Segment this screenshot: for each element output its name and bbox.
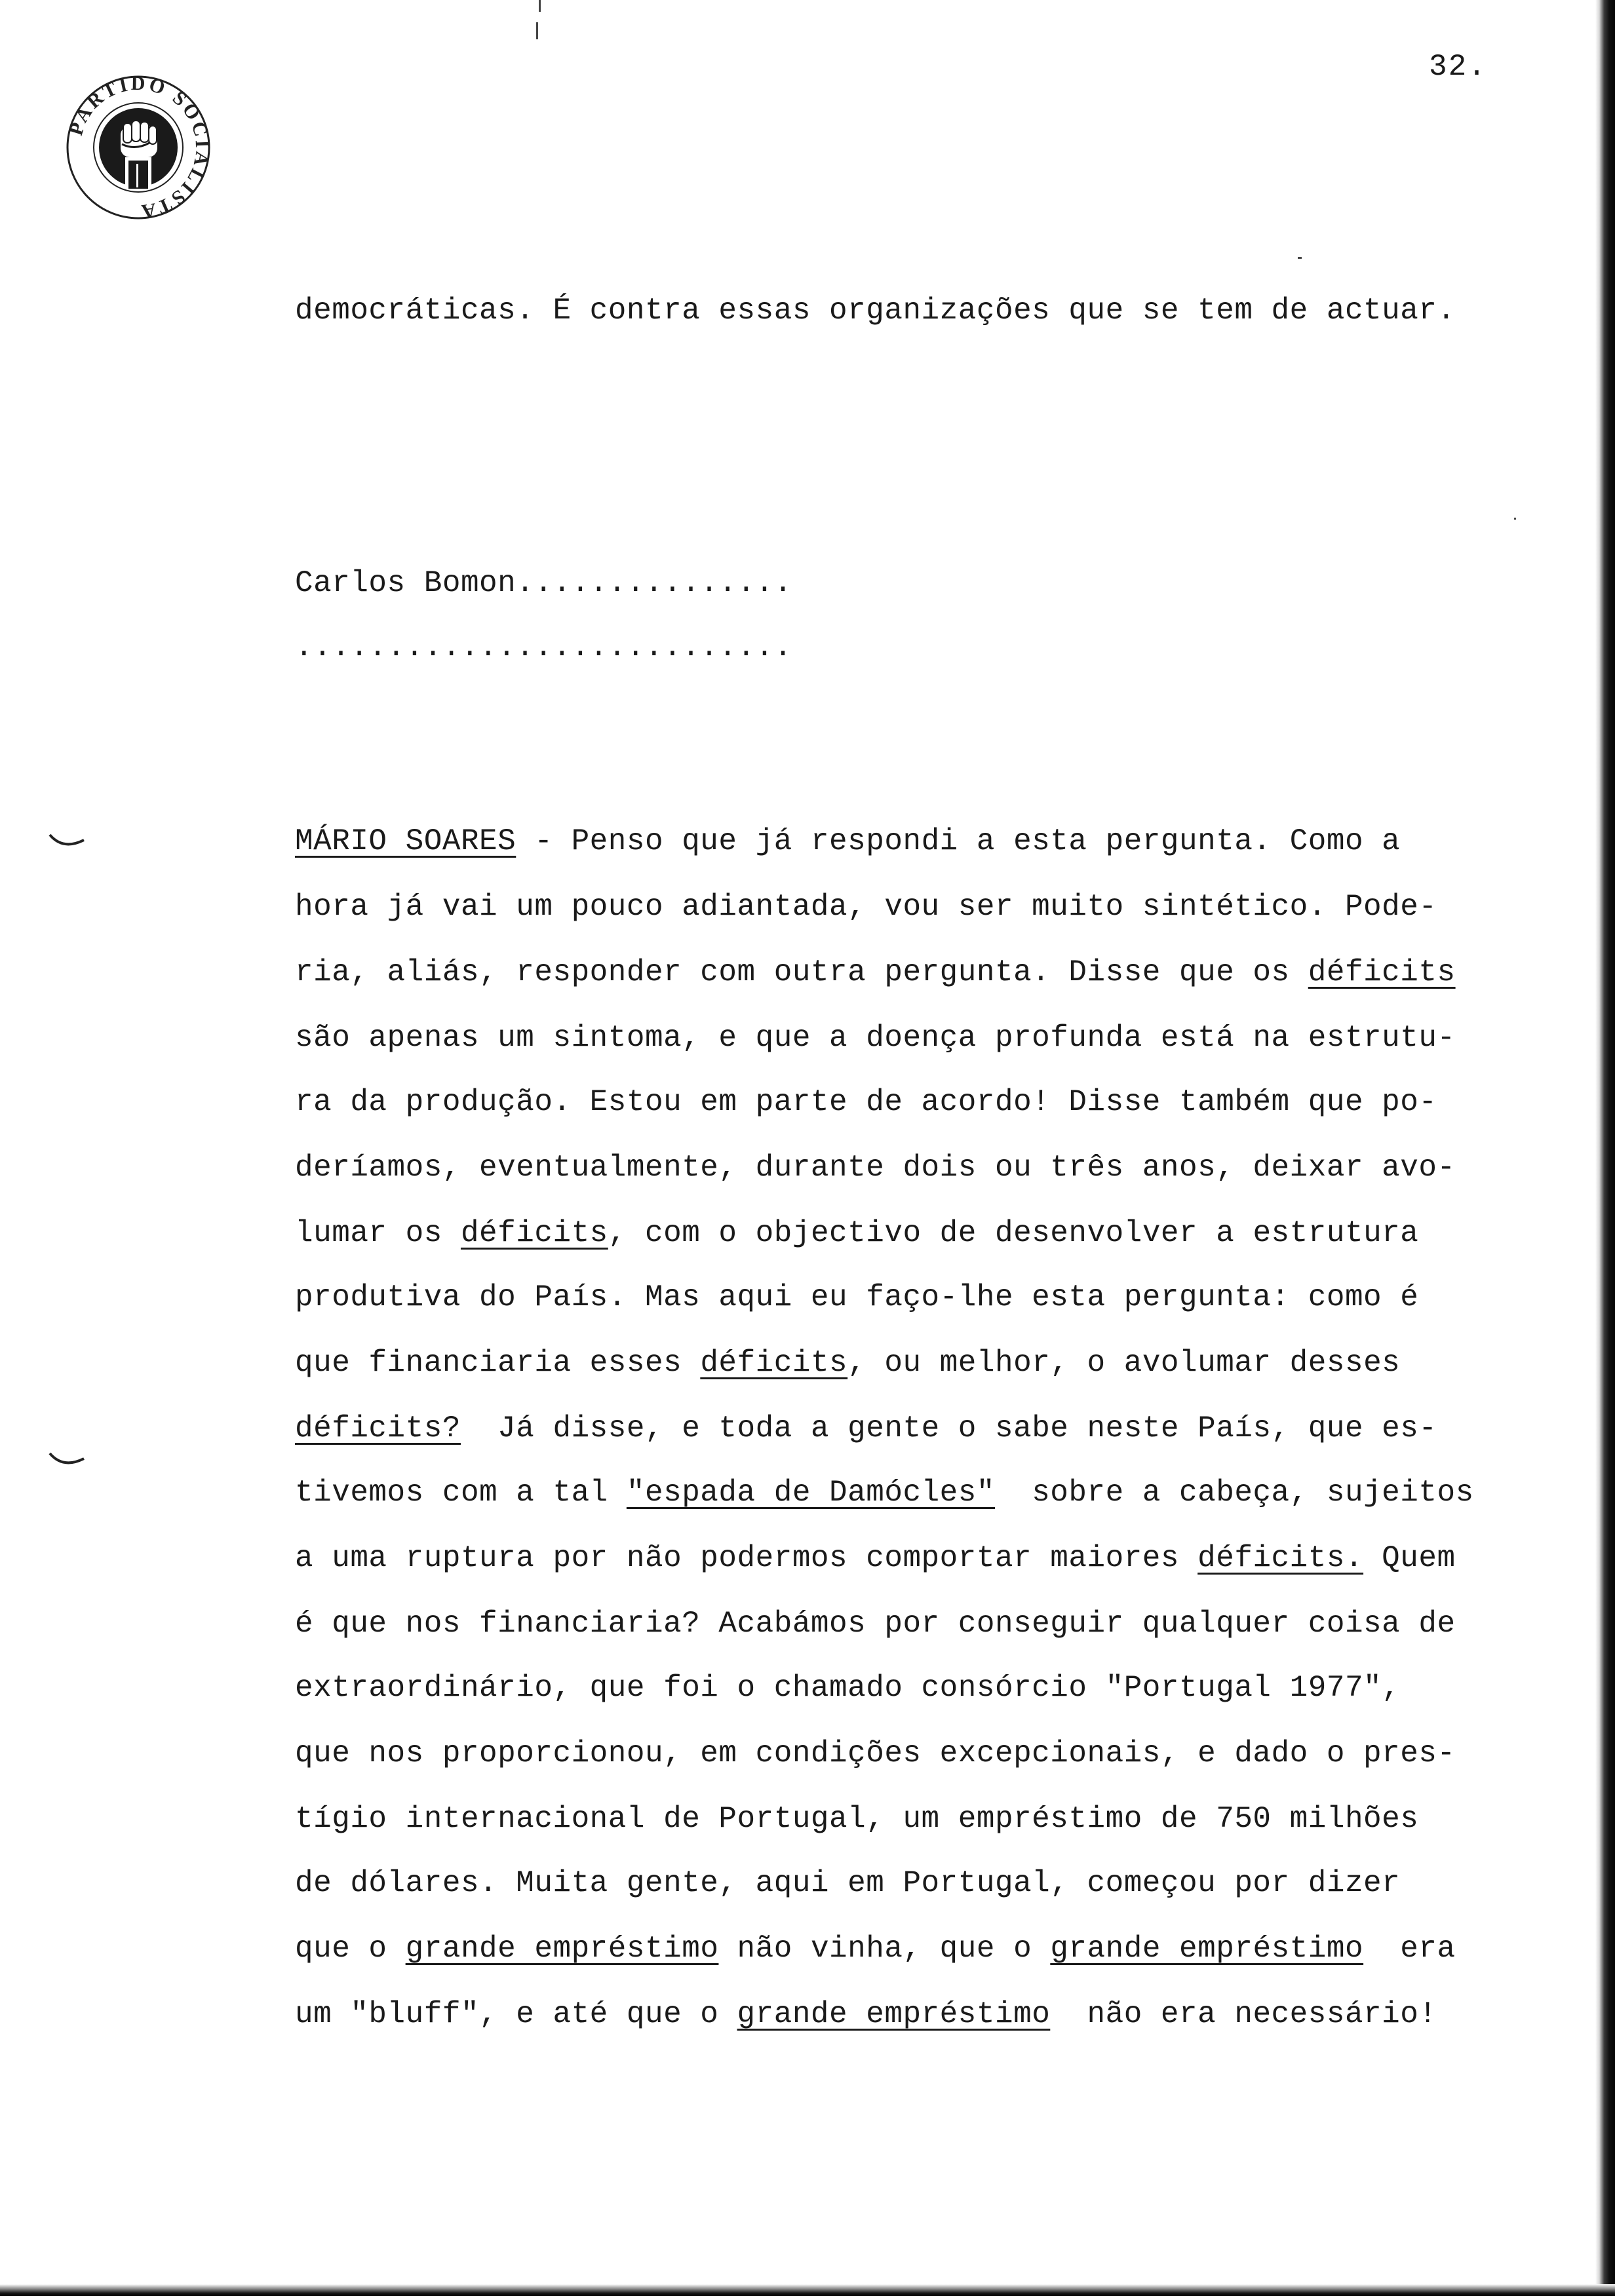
text-line — [295, 1930, 1456, 1967]
scan-speck — [536, 22, 538, 39]
text-line — [295, 823, 1400, 860]
underlined-text: "espada de Damócles" — [626, 1476, 995, 1510]
text-segment: tivemos com a tal — [295, 1476, 627, 1510]
party-logo — [63, 72, 214, 223]
underlined-text: déficits. — [1197, 1541, 1364, 1575]
text-segment: ........................... — [295, 630, 792, 664]
raised-fist-icon — [99, 108, 178, 189]
text-segment: Já disse, e toda a gente o sabe neste País, que es- — [460, 1411, 1437, 1445]
text-line — [295, 1279, 1418, 1316]
scan-speck — [539, 0, 541, 12]
scan-speck — [1298, 257, 1302, 259]
text-line — [295, 1474, 1474, 1511]
margin-curve-mark-1 — [47, 831, 87, 851]
text-segment: que financiaria esses — [295, 1346, 701, 1380]
text-segment: não vinha, que o — [718, 1932, 1051, 1966]
text-segment: que o — [295, 1932, 406, 1966]
page-number: 32. — [1429, 50, 1487, 84]
text-segment: , com o objectivo de desenvolver a estrutura — [608, 1216, 1419, 1250]
text-line — [295, 1410, 1437, 1447]
text-line — [295, 565, 792, 602]
text-segment: a uma ruptura por não podermos comportar maiores — [295, 1541, 1198, 1575]
text-segment: deríamos, eventualmente, durante dois ou três anos, deixar avo- — [295, 1151, 1456, 1185]
text-line — [295, 1605, 1456, 1642]
underlined-text: grande empréstimo — [737, 1997, 1051, 2031]
text-segment: era — [1363, 1932, 1456, 1966]
text-segment: de dólares. Muita gente, aqui em Portugal, começou por dizer — [295, 1866, 1401, 1900]
text-line — [295, 1865, 1400, 1902]
text-segment: produtiva do País. Mas aqui eu faço-lhe esta pergunta: como é — [295, 1280, 1419, 1314]
text-segment: não era necessário! — [1050, 1997, 1437, 2031]
text-segment: hora já vai um pouco adiantada, vou ser muito sintético. Pode- — [295, 890, 1437, 924]
logo-ring-textpath: PARTIDO SOCIALISTA — [65, 72, 214, 223]
text-line — [295, 1149, 1456, 1186]
text-line — [295, 1345, 1400, 1381]
text-line — [295, 889, 1437, 925]
text-line — [295, 1801, 1418, 1837]
text-line — [295, 1540, 1456, 1577]
text-segment: que nos proporcionou, em condições excepcionais, e dado o pres- — [295, 1736, 1456, 1770]
text-segment: ra da produção. Estou em parte de acordo! Disse também que po- — [295, 1085, 1437, 1119]
underlined-text: déficits — [700, 1346, 848, 1380]
text-line — [295, 1735, 1456, 1772]
text-segment: tígio internacional de Portugal, um empréstimo de 750 milhões — [295, 1802, 1419, 1836]
text-line — [295, 1670, 1400, 1706]
text-line — [295, 292, 1456, 329]
underlined-text: grande empréstimo — [405, 1932, 719, 1966]
text-segment: são apenas um sintoma, e que a doença profunda está na estrutu- — [295, 1021, 1456, 1055]
text-line — [295, 1020, 1456, 1056]
underlined-text: déficits — [1308, 955, 1456, 989]
underlined-text: déficits? — [295, 1411, 461, 1445]
text-segment: extraordinário, que foi o chamado consórcio "Portugal 1977", — [295, 1671, 1401, 1705]
text-line — [295, 1215, 1418, 1252]
scan-edge-right — [1595, 0, 1615, 2296]
text-segment: democráticas. É contra essas organizações que se tem de actuar. — [295, 294, 1456, 328]
text-line — [295, 1996, 1437, 2033]
text-line — [295, 1084, 1437, 1120]
scan-speck — [1514, 518, 1516, 520]
text-segment: lumar os — [295, 1216, 461, 1250]
text-segment: ria, aliás, responder com outra pergunta. Disse que os — [295, 955, 1308, 989]
underlined-text: déficits — [460, 1216, 608, 1250]
scan-edge-bottom — [0, 2284, 1615, 2296]
text-segment: um "bluff", e até que o — [295, 1997, 737, 2031]
underlined-text: grande empréstimo — [1050, 1932, 1364, 1966]
text-segment: sobre a cabeça, sujeitos — [994, 1476, 1474, 1510]
underlined-text: MÁRIO SOARES — [295, 824, 516, 858]
text-segment: é que nos financiaria? Acabámos por conseguir qualquer coisa de — [295, 1607, 1456, 1641]
margin-curve-mark-2 — [47, 1449, 87, 1469]
text-segment: Quem — [1363, 1541, 1456, 1575]
text-line — [295, 629, 792, 666]
text-segment: , ou melhor, o avolumar desses — [847, 1346, 1401, 1380]
text-line — [295, 954, 1456, 991]
text-segment: - Penso que já respondi a esta pergunta. Como a — [516, 824, 1401, 858]
text-segment: Carlos Bomon............... — [295, 566, 792, 600]
